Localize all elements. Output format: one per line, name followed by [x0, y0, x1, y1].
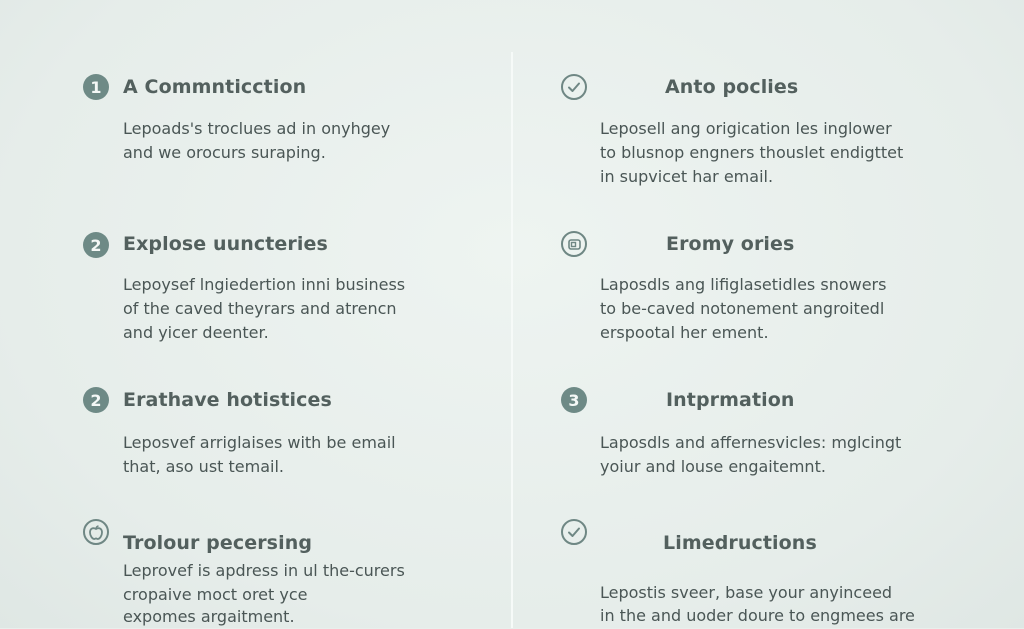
item-title: Explose uuncteries — [123, 233, 328, 255]
card-icon — [561, 231, 587, 257]
item-description-line: cropaive moct oret yce — [123, 585, 308, 604]
item-description-line: in supvicet har email. — [600, 167, 774, 186]
step-number-badge: 2 — [83, 232, 109, 258]
item-description-line: Lepostis sveer, base your anyinceed — [600, 583, 893, 602]
step-number-badge: 3 — [561, 387, 587, 413]
step-number-badge: 1 — [83, 74, 109, 100]
check-circle-icon — [561, 74, 587, 100]
item-description-line: and yicer deenter. — [123, 323, 269, 342]
item-description-line: yoiur and louse engaitemnt. — [600, 457, 826, 476]
item-title: Anto poclies — [665, 76, 799, 98]
item-description-line: Laposdls ang lifiglasetidles snowers — [600, 275, 887, 294]
item-description-line: Leprovef is apdress in ul the-curers — [123, 561, 405, 580]
item-description-line: Lepoads's troclues ad in onyhgey — [123, 119, 391, 138]
apple-icon — [83, 519, 109, 545]
item-description-line: expomes argaitment. — [123, 607, 295, 626]
item-description-line: to be-caved notonement angroitedl — [600, 299, 885, 318]
item-title: Erathave hotistices — [123, 389, 332, 411]
item-title: Eromy ories — [666, 233, 795, 255]
check-circle-icon — [561, 519, 587, 545]
item-description-line: Leposell ang origication les inglower — [600, 119, 892, 138]
item-description-line: to blusnop engners thouslet endigttet — [600, 143, 904, 162]
item-title: Limedructions — [663, 532, 817, 554]
column-divider — [511, 52, 513, 628]
step-number-badge: 2 — [83, 387, 109, 413]
item-description-line: in the and uoder doure to engmees are — [600, 606, 915, 625]
item-description-line: that, aso ust temail. — [123, 457, 284, 476]
item-description-line: of the caved theyrars and atrencn — [123, 299, 397, 318]
item-description-line: and we orocurs suraping. — [123, 143, 326, 162]
item-description-line: Leposvef arriglaises with be email — [123, 433, 396, 452]
item-description-line: erspootal her ement. — [600, 323, 769, 342]
item-title: Intprmation — [666, 389, 795, 411]
item-title: Trolour pecersing — [123, 532, 313, 554]
item-title: A Commnticction — [123, 76, 307, 98]
item-description-line: Laposdls and affernesvicles: mglcingt — [600, 433, 902, 452]
item-description-line: Lepoysef lngiedertion inni business — [123, 275, 406, 294]
